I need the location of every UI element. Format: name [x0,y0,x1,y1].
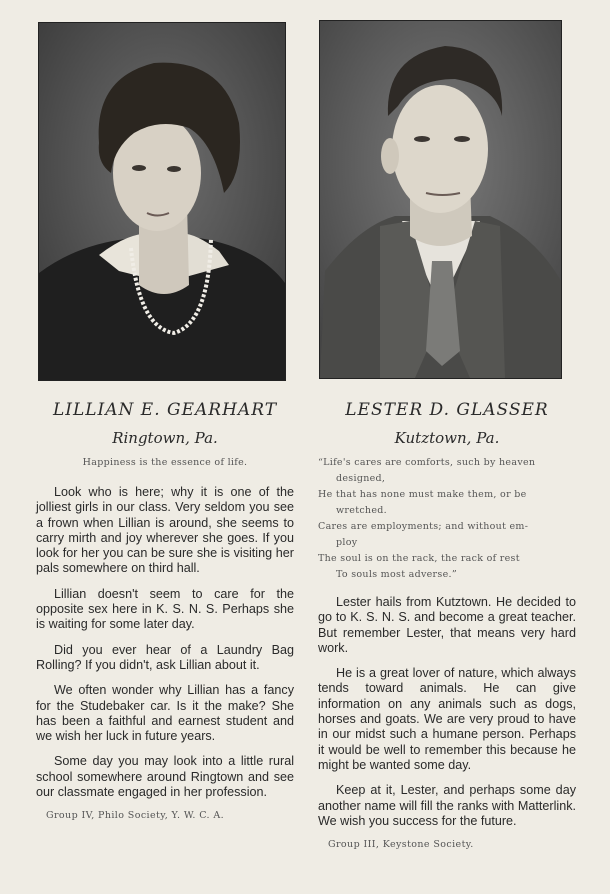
bio-paragraph: He is a great lover of nature, which always tends toward animals. He can give information on any animals such as dogs, horses and goats. We are very proud to have in our midst such a humane person. Perhaps it would be well to remember this because he might be wanted some day. [318,666,576,772]
bio-paragraph: Lester hails from Kutztown. He decided to go to K. S. N. S. and become a great teacher. But remember Lester, that means very hard work. [318,595,576,655]
bio-paragraph: Some day you may look into a little rural school somewhere around Ringtown and see our classmate engaged in her profession. [36,754,294,800]
activities-footer: Group IV, Philo Society, Y. W. C. A. [46,810,225,822]
hometown: Ringtown, Pa. [112,429,218,447]
motto-line: ploy [336,537,358,548]
student-name: LESTER D. GLASSER [345,400,549,420]
motto-poem [318,455,576,583]
profile-lillian [36,400,294,821]
motto-line: designed, [336,473,386,484]
hometown: Kutztown, Pa. [394,429,500,447]
motto-line: wretched. [336,505,387,516]
motto-line: The soul is on the rack, the rack of rest [318,553,520,564]
profile-lester [318,400,576,850]
portrait-photo-lester [319,20,562,379]
bio-paragraph: Look who is here; why it is one of the jolliest girls in our class. Very seldom you see a frown when Lillian is around, she seems to carry mirth and joy wherever she goes. If you look for her you can be sure she is visiting her pals somewhere on third hall. [36,485,294,576]
bio-paragraph: Lillian doesn't seem to care for the opposite sex here in K. S. N. S. Perhaps she is waiting for some later day. [36,586,294,632]
bio-paragraph: Did you ever hear of a Laundry Bag Rolling? If you didn't, ask Lillian about it. [36,642,294,672]
bio-paragraph: We often wonder why Lillian has a fancy for the Studebaker car. Is it the make? She has been a faithful and earnest student and we wish her luck in future years. [36,683,294,744]
motto-line: He that has none must make them, or be [318,489,527,500]
motto-line: Cares are employments; and without em- [318,521,529,532]
motto: Happiness is the essence of life. [82,457,248,468]
student-name: LILLIAN E. GEARHART [52,400,278,420]
portrait-photo-lillian [38,22,286,381]
motto-line: To souls most adverse.” [336,569,457,580]
activities-footer: Group III, Keystone Society. [328,839,474,851]
bio-paragraph: Keep at it, Lester, and perhaps some day another name will fill the ranks with Matterlink. We wish you success for the future. [318,783,576,828]
motto-line: “Life's cares are comforts, such by heaven [318,457,536,468]
